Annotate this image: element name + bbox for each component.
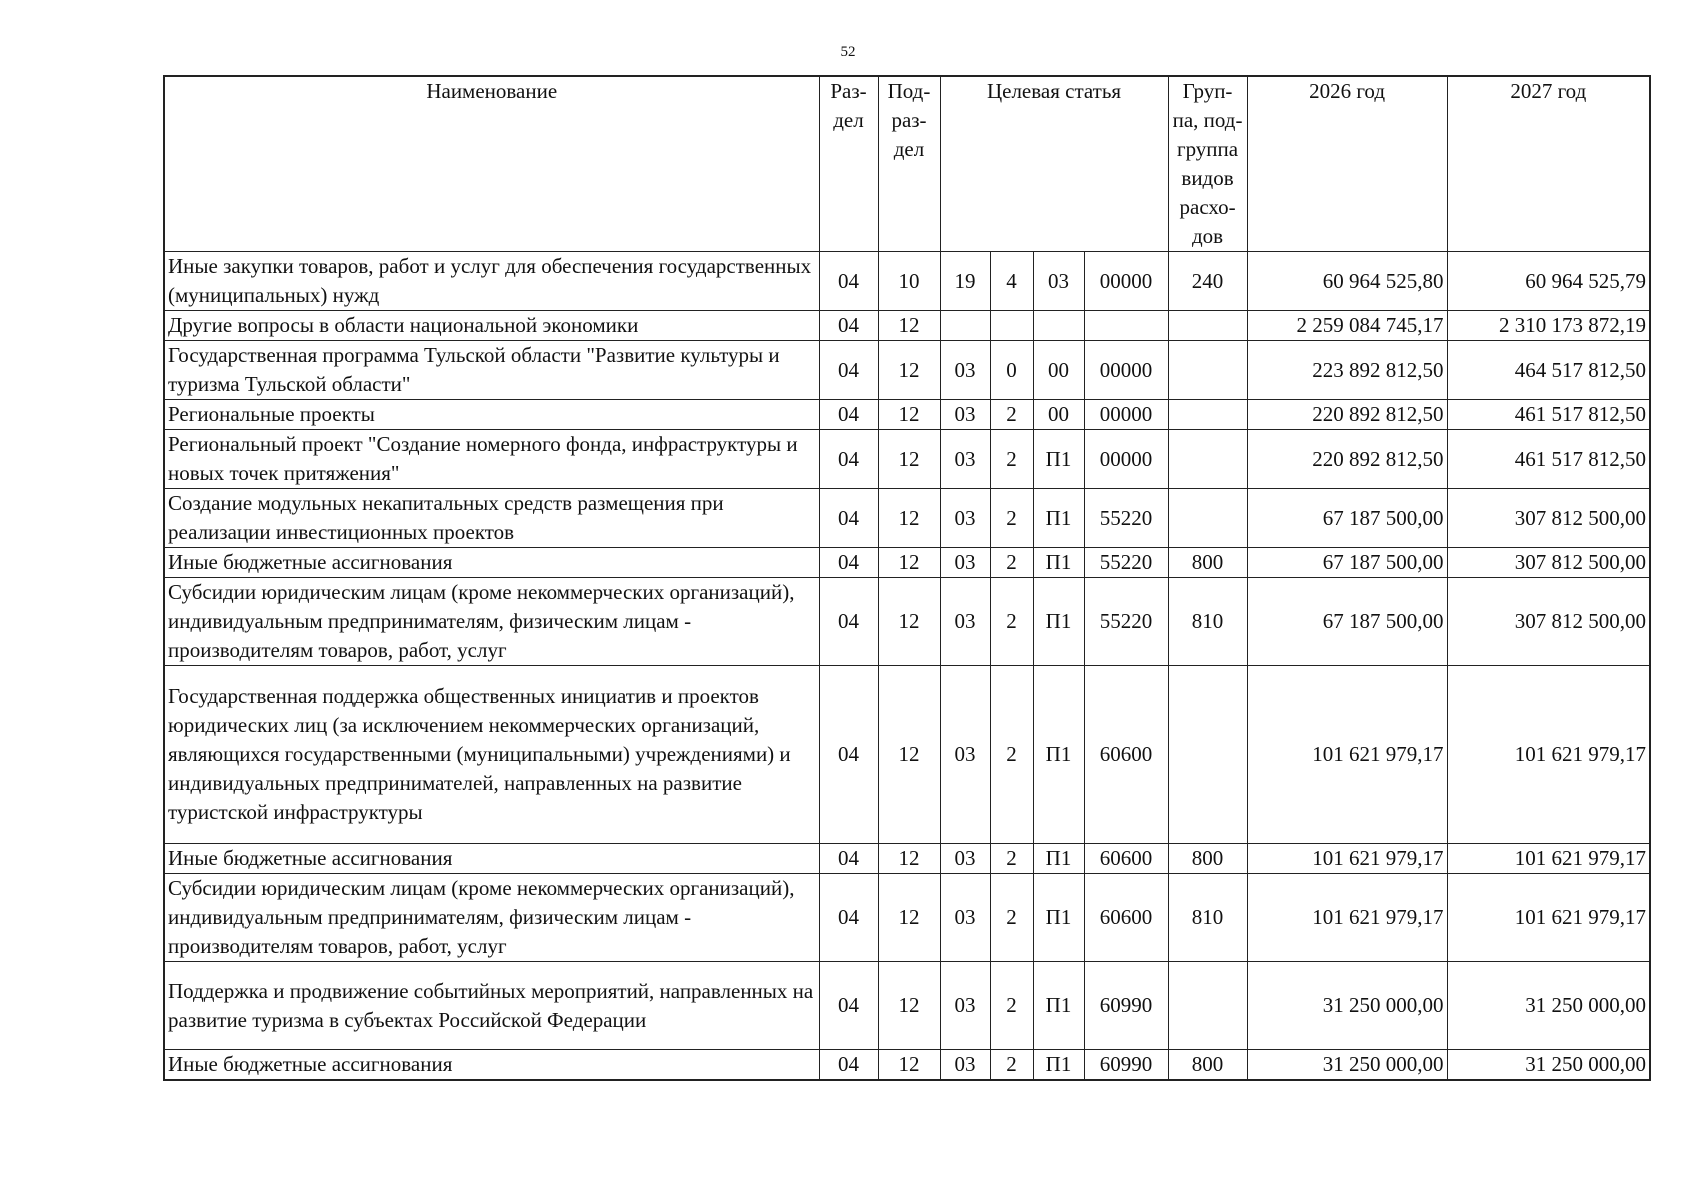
row-amount-2026: 220 892 812,50 [1247,400,1447,430]
row-target-3: П1 [1033,874,1084,962]
table-body [164,252,1650,1081]
header-name: Наименование [164,76,819,252]
row-podrazdel: 12 [878,666,940,844]
row-target-2: 2 [990,666,1033,844]
row-target-1: 03 [940,400,990,430]
table-row [164,400,1650,430]
row-target-3: П1 [1033,489,1084,548]
row-group [1168,311,1247,341]
row-target-3: П1 [1033,666,1084,844]
row-podrazdel: 12 [878,489,940,548]
row-target-1: 03 [940,489,990,548]
row-podrazdel: 12 [878,578,940,666]
table-row [164,252,1650,311]
header-podrazdel-line: раз- [891,108,927,132]
row-target-2: 2 [990,400,1033,430]
row-target-2: 2 [990,578,1033,666]
row-amount-2026: 101 621 979,17 [1247,844,1447,874]
row-amount-2027: 461 517 812,50 [1447,430,1650,489]
row-target-1: 03 [940,874,990,962]
row-target-4: 60600 [1084,666,1168,844]
row-razdel: 04 [819,548,878,578]
row-target-2 [990,311,1033,341]
row-target-2: 4 [990,252,1033,311]
row-target-4: 60990 [1084,1050,1168,1081]
table-row [164,1050,1650,1081]
header-razdel-line: дел [833,108,864,132]
row-razdel: 04 [819,311,878,341]
row-razdel: 04 [819,430,878,489]
table-row [164,311,1650,341]
row-target-4: 60990 [1084,962,1168,1050]
header-group-line: группа [1176,137,1239,161]
table-row [164,548,1650,578]
row-name: Иные бюджетные ассигнования [164,1050,819,1081]
row-razdel: 04 [819,341,878,400]
header-podrazdel-line: дел [893,137,925,161]
row-amount-2027: 60 964 525,79 [1447,252,1650,311]
row-group: 240 [1168,252,1247,311]
row-target-1: 03 [940,548,990,578]
table-row [164,666,1650,844]
row-target-4: 00000 [1084,430,1168,489]
row-amount-2026: 67 187 500,00 [1247,489,1447,548]
row-group: 800 [1168,1050,1247,1081]
row-amount-2027: 101 621 979,17 [1447,844,1650,874]
header-podrazdel-line: Под- [887,79,931,103]
row-amount-2026: 2 259 084 745,17 [1247,311,1447,341]
row-target-4: 00000 [1084,400,1168,430]
row-amount-2027: 307 812 500,00 [1447,548,1650,578]
row-amount-2026: 220 892 812,50 [1247,430,1447,489]
row-target-2: 2 [990,489,1033,548]
row-amount-2027: 101 621 979,17 [1447,874,1650,962]
table-row [164,844,1650,874]
row-target-1: 03 [940,666,990,844]
row-podrazdel: 12 [878,1050,940,1081]
row-razdel: 04 [819,252,878,311]
table-row [164,578,1650,666]
row-amount-2027: 31 250 000,00 [1447,1050,1650,1081]
row-amount-2027: 2 310 173 872,19 [1447,311,1650,341]
row-amount-2027: 307 812 500,00 [1447,489,1650,548]
row-target-3: П1 [1033,430,1084,489]
row-target-3: П1 [1033,1050,1084,1081]
row-podrazdel: 10 [878,252,940,311]
row-target-4 [1084,311,1168,341]
row-amount-2026: 67 187 500,00 [1247,578,1447,666]
row-target-1: 19 [940,252,990,311]
row-target-3: П1 [1033,844,1084,874]
row-name: Поддержка и продвижение событийных мероприятий, направленных на развитие туризма в субъектах Российской Федерации [164,962,819,1050]
header-razdel-line: Раз- [830,79,867,103]
row-podrazdel: 12 [878,341,940,400]
row-group: 810 [1168,578,1247,666]
row-group [1168,400,1247,430]
row-target-2: 0 [990,341,1033,400]
row-target-2: 2 [990,548,1033,578]
row-target-3: П1 [1033,548,1084,578]
row-amount-2026: 31 250 000,00 [1247,962,1447,1050]
row-group [1168,962,1247,1050]
row-target-4: 60600 [1084,844,1168,874]
row-group [1168,666,1247,844]
row-name: Иные закупки товаров, работ и услуг для обеспечения государственных (муниципальных) нужд [164,252,819,311]
row-podrazdel: 12 [878,311,940,341]
row-razdel: 04 [819,1050,878,1081]
row-target-2: 2 [990,430,1033,489]
row-amount-2026: 31 250 000,00 [1247,1050,1447,1081]
row-target-3: 00 [1033,400,1084,430]
header-group-line: расхо- [1179,195,1236,219]
row-group: 800 [1168,844,1247,874]
row-name: Субсидии юридическим лицам (кроме некоммерческих организаций), индивидуальным предпринимателям, физическим лицам - производителям товаров, работ, услуг [164,874,819,962]
header-group-line: видов [1181,166,1234,190]
row-target-3: П1 [1033,578,1084,666]
row-target-3: 00 [1033,341,1084,400]
table-row [164,341,1650,400]
header-razdel [819,76,878,252]
row-target-4: 60600 [1084,874,1168,962]
row-name: Иные бюджетные ассигнования [164,844,819,874]
row-target-4: 55220 [1084,489,1168,548]
row-name: Субсидии юридическим лицам (кроме некоммерческих организаций), индивидуальным предпринимателям, физическим лицам - производителям товаров, работ, услуг [164,578,819,666]
row-name: Государственная поддержка общественных инициатив и проектов юридических лиц (за исключением некоммерческих организаций, являющихся государственными (муниципальными) учреждениями) и индивидуальных предпринимателей, направленных на развитие туристской инфраструктуры [164,666,819,844]
row-group: 800 [1168,548,1247,578]
row-target-3: П1 [1033,962,1084,1050]
row-target-4: 00000 [1084,252,1168,311]
row-target-1: 03 [940,844,990,874]
header-group-line: Груп- [1182,79,1233,103]
row-target-3 [1033,311,1084,341]
row-amount-2026: 60 964 525,80 [1247,252,1447,311]
row-target-4: 55220 [1084,578,1168,666]
row-group: 810 [1168,874,1247,962]
row-podrazdel: 12 [878,400,940,430]
row-target-1: 03 [940,578,990,666]
row-razdel: 04 [819,874,878,962]
row-razdel: 04 [819,578,878,666]
row-name: Государственная программа Тульской области "Развитие культуры и туризма Тульской области" [164,341,819,400]
row-amount-2027: 31 250 000,00 [1447,962,1650,1050]
row-target-2: 2 [990,874,1033,962]
row-target-1 [940,311,990,341]
row-group [1168,341,1247,400]
row-target-1: 03 [940,430,990,489]
row-podrazdel: 12 [878,548,940,578]
row-amount-2027: 464 517 812,50 [1447,341,1650,400]
row-name: Иные бюджетные ассигнования [164,548,819,578]
row-razdel: 04 [819,400,878,430]
row-target-4: 00000 [1084,341,1168,400]
header-expense-group [1168,76,1247,252]
header-podrazdel [878,76,940,252]
table-row [164,962,1650,1050]
header-row [164,76,1650,252]
row-target-2: 2 [990,962,1033,1050]
row-target-4: 55220 [1084,548,1168,578]
row-razdel: 04 [819,666,878,844]
header-year-2026: 2026 год [1247,76,1447,252]
row-target-2: 2 [990,1050,1033,1081]
row-podrazdel: 12 [878,844,940,874]
row-name: Создание модульных некапитальных средств размещения при реализации инвестиционных проектов [164,489,819,548]
row-amount-2026: 67 187 500,00 [1247,548,1447,578]
row-name: Другие вопросы в области национальной экономики [164,311,819,341]
row-podrazdel: 12 [878,430,940,489]
row-razdel: 04 [819,962,878,1050]
header-year-2027: 2027 год [1447,76,1650,252]
table-row [164,874,1650,962]
row-target-2: 2 [990,844,1033,874]
row-group [1168,489,1247,548]
row-target-1: 03 [940,962,990,1050]
row-amount-2026: 223 892 812,50 [1247,341,1447,400]
row-podrazdel: 12 [878,874,940,962]
row-amount-2027: 101 621 979,17 [1447,666,1650,844]
row-podrazdel: 12 [878,962,940,1050]
header-target-article: Целевая статья [940,76,1168,252]
row-target-1: 03 [940,341,990,400]
header-group-line: па, под- [1172,108,1243,132]
row-razdel: 04 [819,489,878,548]
budget-table [163,75,1651,1081]
row-target-3: 03 [1033,252,1084,311]
row-razdel: 04 [819,844,878,874]
row-name: Региональные проекты [164,400,819,430]
row-name: Региональный проект "Создание номерного фонда, инфраструктуры и новых точек притяжения" [164,430,819,489]
header-group-line: дов [1191,224,1224,248]
table-row [164,430,1650,489]
row-amount-2027: 307 812 500,00 [1447,578,1650,666]
table-row [164,489,1650,548]
row-amount-2026: 101 621 979,17 [1247,666,1447,844]
row-group [1168,430,1247,489]
page-number: 52 [840,44,856,60]
row-amount-2026: 101 621 979,17 [1247,874,1447,962]
row-target-1: 03 [940,1050,990,1081]
row-amount-2027: 461 517 812,50 [1447,400,1650,430]
